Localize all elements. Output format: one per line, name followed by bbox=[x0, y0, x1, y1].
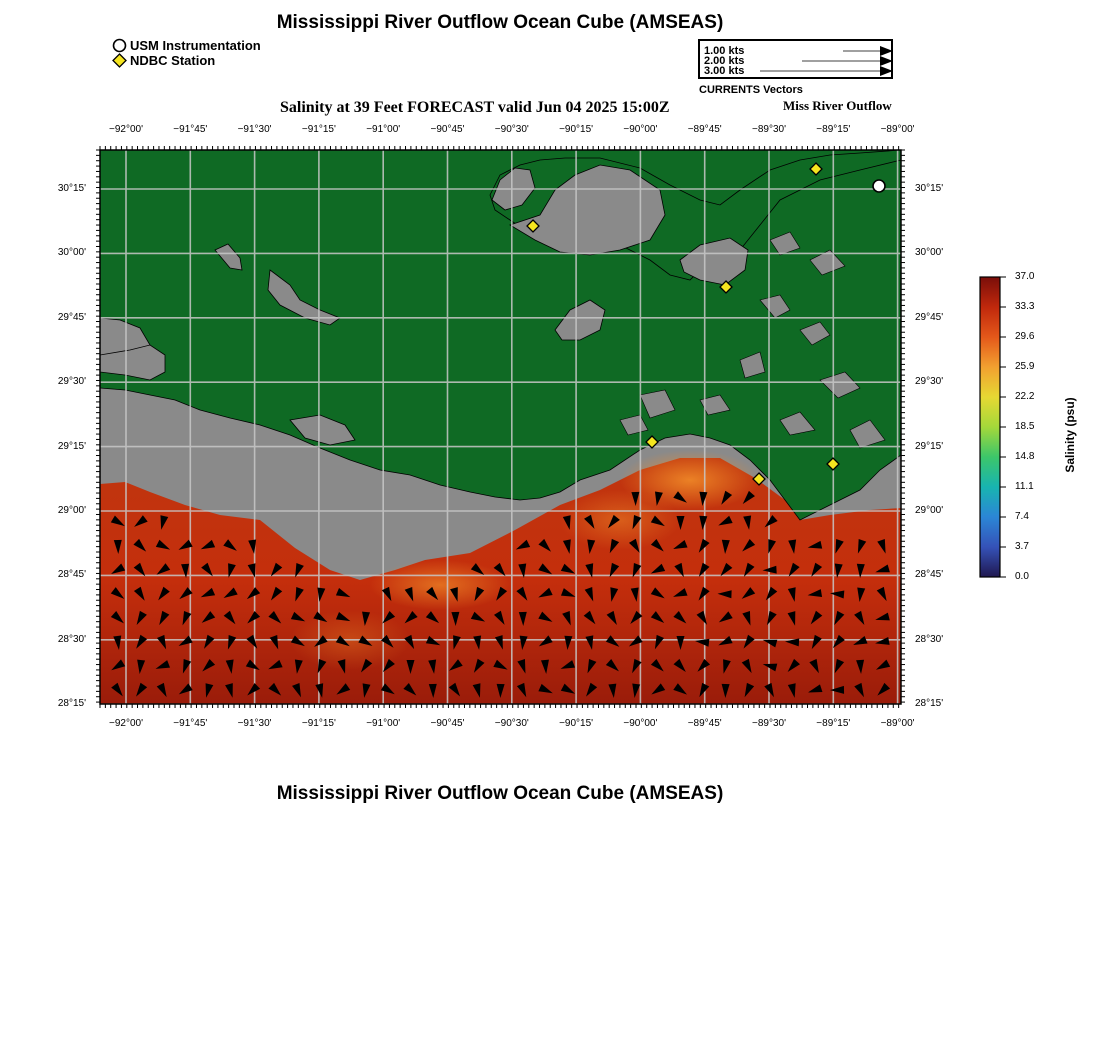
lon-label: −91°45' bbox=[173, 718, 208, 729]
lat-label: 29°15' bbox=[57, 440, 86, 452]
colorbar-tick-label: 33.3 bbox=[1015, 301, 1035, 312]
lon-label: −89°45' bbox=[687, 124, 722, 135]
colorbar-tick-label: 11.1 bbox=[1015, 481, 1034, 492]
usm-station-circle-icon[interactable] bbox=[873, 180, 885, 192]
lat-label: 30°00' bbox=[915, 247, 944, 259]
colorbar-tick-label: 18.5 bbox=[1015, 421, 1035, 432]
colorbar-ticks bbox=[1000, 277, 1006, 577]
colorbar-tick-label: 3.7 bbox=[1015, 541, 1029, 552]
lat-label: 29°30' bbox=[57, 376, 86, 388]
lon-label: −91°00' bbox=[366, 718, 401, 729]
lon-label: −91°15' bbox=[301, 718, 336, 729]
lat-label: 29°15' bbox=[915, 440, 944, 452]
legend-ndbc-label: NDBC Station bbox=[130, 53, 216, 68]
colorbar-tick-label: 29.6 bbox=[1015, 331, 1035, 342]
lat-label: 29°30' bbox=[915, 376, 944, 388]
lat-label: 29°00' bbox=[915, 505, 944, 516]
lon-label: −89°30' bbox=[752, 124, 786, 135]
lon-label: −89°00' bbox=[880, 124, 915, 135]
colorbar-tick-label: 0.0 bbox=[1015, 571, 1029, 582]
lat-label: 29°45' bbox=[915, 311, 944, 323]
vector-legend-3: 3.00 kts bbox=[704, 65, 745, 77]
lon-label: −90°30' bbox=[494, 124, 529, 135]
colorbar-tick-label: 7.4 bbox=[1015, 511, 1029, 522]
lon-label: −90°15' bbox=[559, 718, 594, 729]
legend-usm-label: USM Instrumentation bbox=[130, 38, 261, 53]
lat-label: 30°15' bbox=[57, 183, 86, 194]
lat-label: 28°45' bbox=[915, 569, 944, 581]
vector-legend-caption: CURRENTS Vectors bbox=[699, 84, 803, 96]
lon-label: −92°00' bbox=[109, 124, 143, 135]
colorbar-tick-label: 14.8 bbox=[1015, 451, 1035, 462]
region-label: Miss River Outflow bbox=[783, 98, 892, 113]
lat-label: 28°30' bbox=[57, 633, 86, 645]
colorbar-title: Salinity (psu) bbox=[1063, 397, 1077, 473]
colorbar-tick-label: 25.9 bbox=[1015, 361, 1035, 372]
vector-legend-2: 2.00 kts bbox=[704, 55, 745, 67]
vector-legend-1: 1.00 kts bbox=[704, 45, 745, 57]
lon-label: −91°15' bbox=[301, 124, 336, 135]
lat-label: 28°15' bbox=[57, 698, 86, 710]
lon-label: −89°15' bbox=[816, 718, 851, 729]
lat-label: 28°45' bbox=[57, 569, 86, 581]
lat-label: 29°00' bbox=[57, 505, 86, 516]
colorbar-tick-label: 37.0 bbox=[1015, 271, 1035, 282]
lon-label: −90°00' bbox=[623, 124, 658, 135]
lat-label: 30°15' bbox=[915, 183, 944, 194]
map-title: Mississippi River Outflow Ocean Cube (AMSEAS) bbox=[276, 12, 724, 33]
colorbar bbox=[980, 277, 1000, 577]
lon-label: −89°45' bbox=[687, 718, 722, 729]
lat-label: 28°15' bbox=[915, 698, 944, 710]
map-subtitle: Salinity at 39 Feet FORECAST valid Jun 04 2025 15:00Z bbox=[280, 99, 670, 116]
lon-label: −91°30' bbox=[237, 718, 272, 729]
lat-label: 30°00' bbox=[57, 247, 86, 259]
lon-label: −90°45' bbox=[430, 124, 465, 135]
footer-title: Mississippi River Outflow Ocean Cube (AMSEAS) bbox=[276, 783, 724, 804]
lon-label: −90°30' bbox=[494, 718, 529, 729]
lon-label: −90°45' bbox=[430, 718, 465, 729]
lon-label: −91°45' bbox=[173, 124, 208, 135]
lon-label: −91°30' bbox=[237, 124, 272, 135]
lat-label: 28°30' bbox=[915, 633, 944, 645]
lon-label: −89°00' bbox=[880, 718, 915, 729]
lon-label: −89°15' bbox=[816, 124, 851, 135]
lon-label: −91°00' bbox=[366, 124, 401, 135]
lon-label: −90°00' bbox=[623, 718, 658, 729]
lon-label: −92°00' bbox=[109, 718, 143, 729]
lon-label: −90°15' bbox=[559, 124, 594, 135]
lon-label: −89°30' bbox=[752, 718, 786, 729]
colorbar-tick-label: 22.2 bbox=[1015, 391, 1035, 402]
lat-label: 29°45' bbox=[57, 311, 86, 323]
